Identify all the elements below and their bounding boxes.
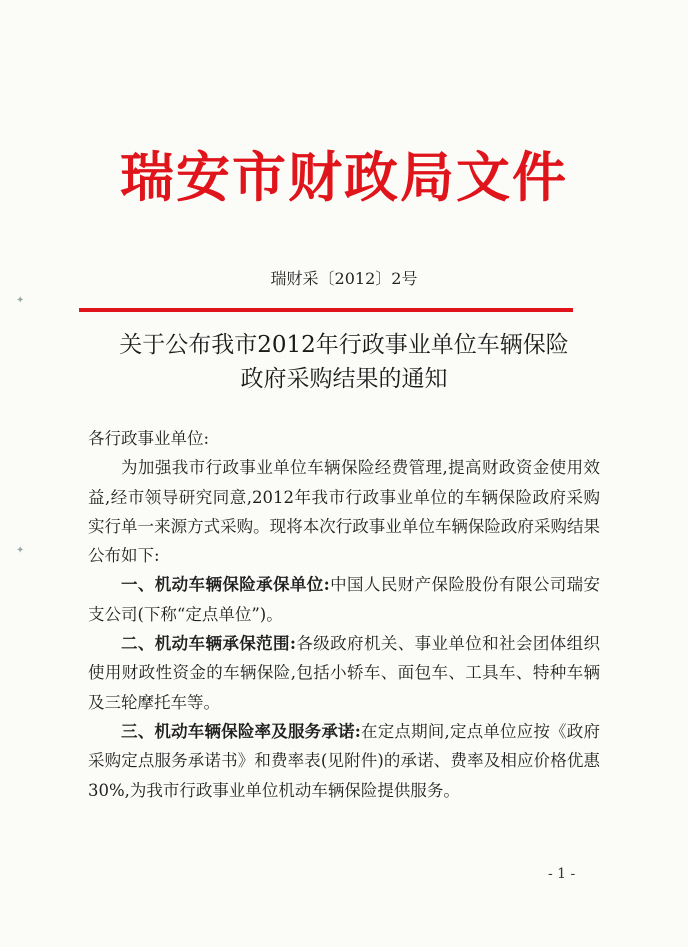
agency-header-title: 瑞安市财政局文件	[120, 145, 568, 209]
page-number: - 1 -	[548, 866, 576, 882]
section-heading-3: 三、机动车辆保险率及服务承诺:	[121, 721, 361, 741]
section-paragraph-2	[88, 629, 600, 717]
notice-title-line-1: 关于公布我市2012年行政事业单位车辆保险	[119, 332, 569, 358]
salutation: 各行政事业单位:	[88, 429, 210, 448]
section-paragraph-3	[88, 717, 600, 805]
red-divider-line	[79, 308, 573, 312]
binding-hole-mark-icon: ✦	[16, 545, 25, 556]
notice-title-line-2: 政府采购结果的通知	[240, 366, 448, 392]
binding-hole-mark-icon: ✦	[16, 295, 25, 306]
section-text-3: 在定点期间,定点单位应按《政府采购定点服务承诺书》和费率表(见附件)的承诺、费率及相应价格优惠30%,为我市行政事业单位机动车辆保险提供服务。	[88, 721, 600, 800]
document-body	[88, 424, 600, 805]
section-text-1: 中国人民财产保险股份有限公司瑞安支公司(下称“定点单位”)。	[88, 575, 600, 624]
section-paragraph-1	[88, 570, 600, 629]
section-heading-1: 一、机动车辆保险承保单位:	[121, 575, 330, 595]
section-heading-2: 二、机动车辆承保范围:	[121, 634, 296, 654]
notice-title	[0, 328, 688, 396]
section-text-2: 各级政府机关、事业单位和社会团体组织使用财政性资金的车辆保险,包括小轿车、面包车、工具车、特种车辆及三轮摩托车等。	[88, 634, 601, 712]
intro-paragraph: 为加强我市行政事业单位车辆保险经费管理,提高财政资金使用效益,经市领导研究同意,2012年我市行政事业单位的车辆保险政府采购实行单一来源方式采购。现将本次行政事业单位车辆保险政府采购结果公布如下:	[88, 458, 600, 566]
document-number: 瑞财采〔2012〕2号	[270, 269, 418, 288]
